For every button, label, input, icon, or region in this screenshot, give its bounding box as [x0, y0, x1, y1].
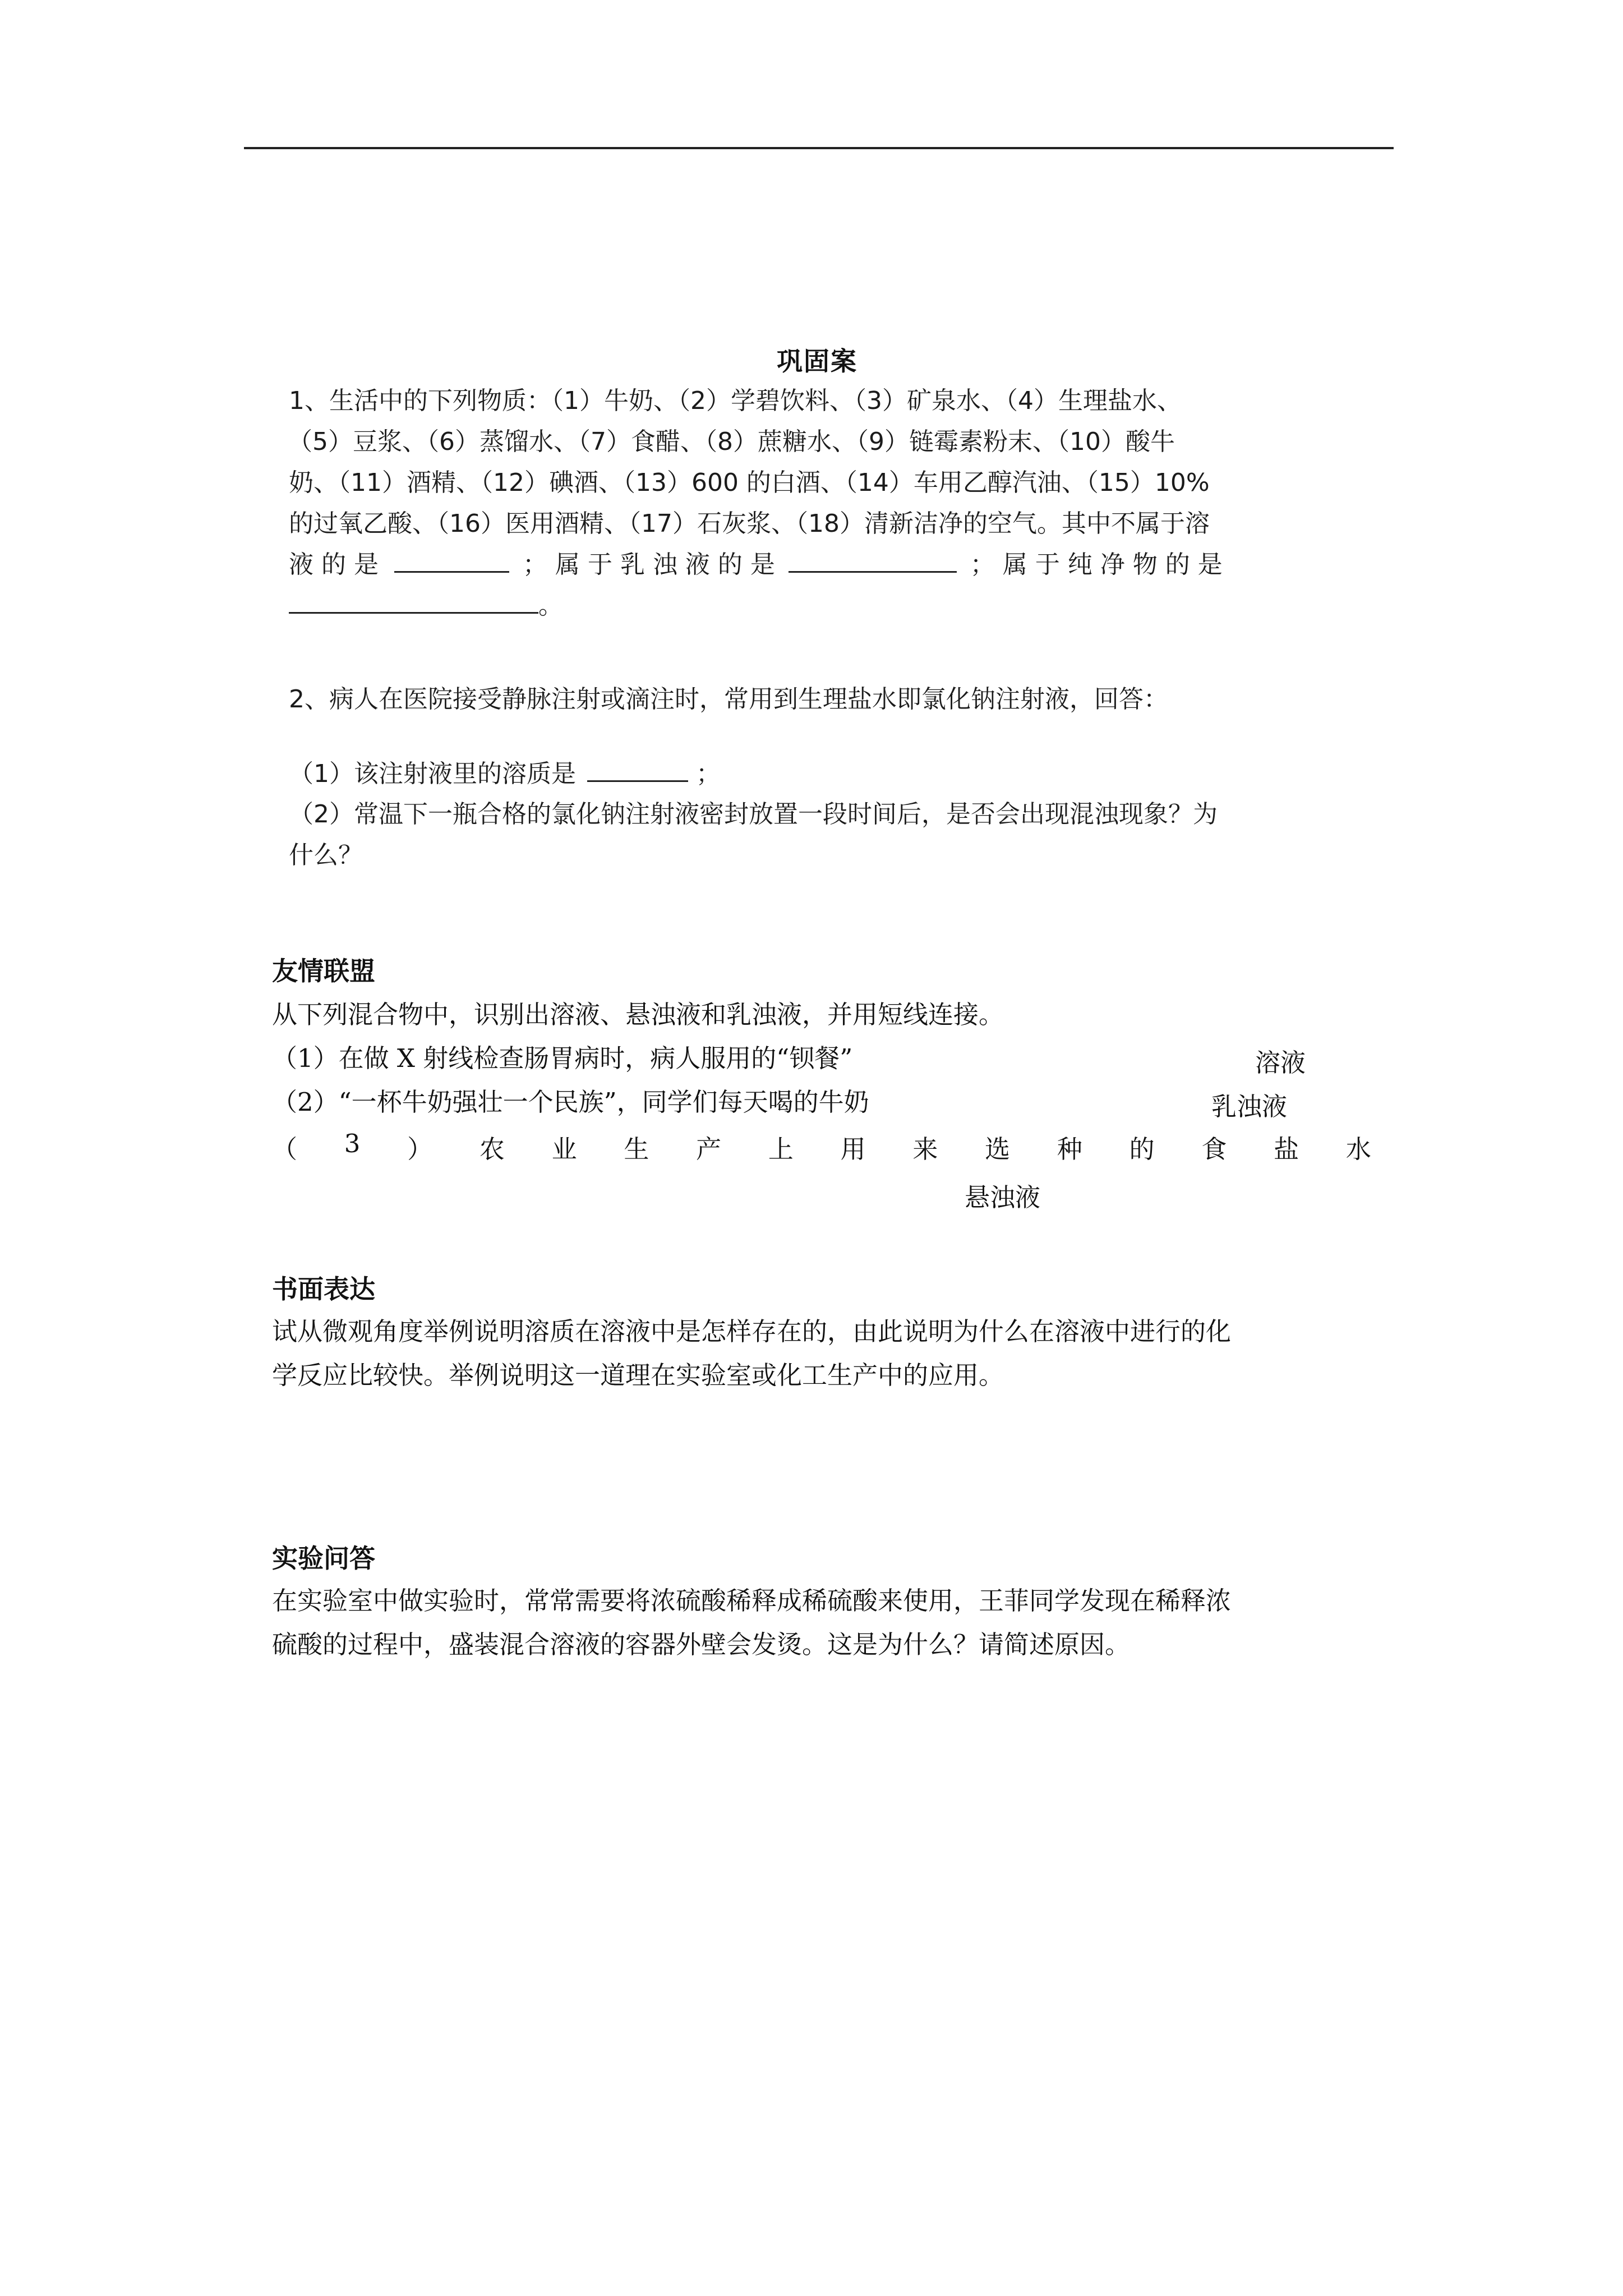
heading-youqing: 友情联盟 — [272, 956, 375, 986]
item3-char: 上 — [768, 1134, 794, 1164]
q1-label-pure: ； 属 于 纯 净 物 的 是 — [970, 550, 1223, 579]
heading-shumian: 书面表达 — [272, 1274, 375, 1304]
q1-line-2: （5）豆浆、（6）蒸馏水、（7）食醋、（8）蔗糖水、（9）链霉素粉末、（10）酸牛 — [288, 427, 1175, 456]
blank-emulsion[interactable] — [789, 549, 957, 573]
youqing-item-1: （1）在做 X 射线检查肠胃病时，病人服用的“钡餐” — [272, 1043, 853, 1073]
section-title-gonggu: 巩固案 — [777, 346, 857, 376]
q1-line-1: 1、生活中的下列物质：（1）牛奶、（2）学碧饮料、（3）矿泉水、（4）生理盐水、 — [289, 386, 1182, 415]
item3-char: 种 — [1057, 1134, 1082, 1164]
blank-pure-substance[interactable] — [289, 590, 538, 614]
q2-sub2-line-2: 什么？ — [289, 841, 363, 869]
q2-sub1-end: ； — [696, 760, 721, 788]
q1-line-4: 的过氧乙酸、（16）医用酒精、（17）石灰浆、（18）清新洁净的空气。其中不属于溶 — [289, 509, 1210, 538]
header-rule — [244, 147, 1394, 149]
item3-char: 食 — [1201, 1134, 1227, 1164]
q1-line-3: 奶、（11）酒精、（12）碘酒、（13）600 的白酒、（14）车用乙醇汽油、（15）10% — [289, 468, 1210, 497]
q2-sub1-label: （1）该注射液里的溶质是 — [289, 760, 576, 788]
blank-not-solution[interactable] — [394, 549, 509, 573]
match-label-suspension[interactable]: 悬浊液 — [965, 1182, 1041, 1212]
item3-char: 业 — [551, 1134, 577, 1164]
shumian-line-1: 试从微观角度举例说明溶质在溶液中是怎样存在的，由此说明为什么在溶液中进行的化 — [272, 1317, 1232, 1346]
q1-line-5 — [289, 548, 1223, 582]
youqing-item-2: （2）“一杯牛奶强壮一个民族”，同学们每天喝的牛奶 — [272, 1087, 869, 1117]
item3-char: 盐 — [1274, 1134, 1299, 1164]
item3-char: 的 — [1129, 1134, 1155, 1164]
item3-char: 3 — [344, 1129, 361, 1158]
item3-char: 产 — [696, 1134, 722, 1164]
item3-char: 选 — [985, 1134, 1011, 1164]
q1-line-6 — [289, 589, 563, 623]
match-label-emulsion[interactable]: 乳浊液 — [1211, 1092, 1288, 1121]
youqing-instruction: 从下列混合物中，识别出溶液、悬浊液和乳浊液，并用短线连接。 — [272, 1000, 1004, 1029]
q2-intro: 2、病人在医院接受静脉注射或滴注时，常用到生理盐水即氯化钠注射液，回答： — [289, 685, 1168, 714]
blank-solute[interactable] — [587, 758, 688, 782]
q1-label-emulsion: ； 属 于 乳 浊 液 的 是 — [522, 550, 775, 579]
shumian-line-2: 学反应比较快。举例说明这一道理在实验室或化工生产中的应用。 — [272, 1360, 1004, 1390]
match-label-solution[interactable]: 溶液 — [1255, 1048, 1306, 1078]
youqing-item-3 — [272, 1129, 1371, 1165]
item3-char: 生 — [624, 1134, 649, 1164]
q2-sub2-line-1: （2）常温下一瓶合格的氯化钠注射液密封放置一段时间后，是否会出现混浊现象？为 — [289, 800, 1218, 829]
item3-char: ） — [407, 1134, 433, 1164]
item3-char: 用 — [840, 1134, 866, 1164]
q1-line-6-end: 。 — [538, 591, 563, 620]
shiyan-line-2: 硫酸的过程中，盛装混合溶液的容器外壁会发烫。这是为什么？请简述原因。 — [272, 1630, 1131, 1659]
shiyan-line-1: 在实验室中做实验时，常常需要将浓硫酸稀释成稀硫酸来使用，王菲同学发现在稀释浓 — [272, 1586, 1232, 1616]
q2-sub1 — [289, 757, 721, 791]
item3-char: 来 — [912, 1134, 938, 1164]
item3-char: 水 — [1345, 1134, 1371, 1164]
item3-char: 农 — [479, 1134, 505, 1164]
item3-char: （ — [272, 1134, 298, 1164]
q1-label-not-solution: 液 的 是 — [289, 550, 379, 579]
heading-shiyan: 实验问答 — [272, 1543, 375, 1573]
